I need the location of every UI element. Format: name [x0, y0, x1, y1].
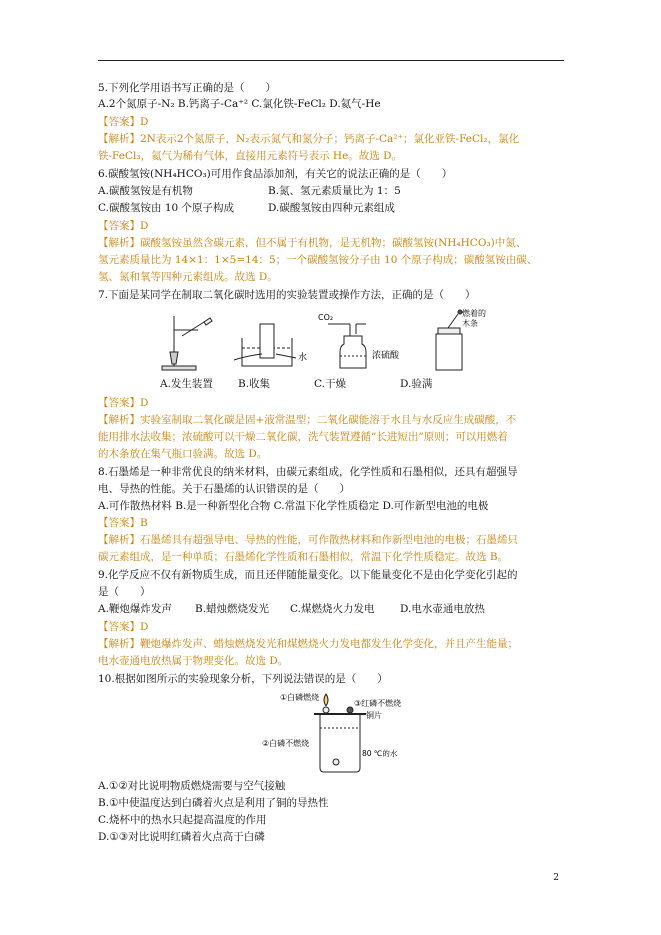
q7-caption: A.发生装置 — [160, 378, 213, 390]
q7-stem: 7.下面是某同学在制取二氧化碳时选用的实验装置或操作方法，正确的是（ ） — [98, 289, 476, 301]
q6-option: A.碳酸氢铵是有机物 — [98, 185, 193, 197]
q5-options: A.2个氮原子-N₂ B.钙离子-Ca⁺² C.氯化铁-FeCl₂ D.氦气-He — [98, 98, 381, 110]
apparatus-d-icon — [436, 310, 462, 370]
q6-stem: 6.碳酸氢铵(NH₄HCO₃)可用作食品添加剂，有关它的说法正确的是（ ） — [98, 168, 453, 180]
q8-options: A.可作散热材料 B.是一种新型化合物 C.常温下化学性质稳定 D.可作新型电池的电极 — [98, 500, 489, 512]
header-rule — [98, 60, 564, 61]
q9-option: C.煤燃烧火力发电 — [290, 603, 375, 615]
q9-answer: 【答案】D — [98, 621, 149, 633]
q8-analysis-line: 【解析】石墨烯具有超强导电、导热的性能，可作散热材料和作新型电池的电极；石墨烯只 — [98, 534, 518, 546]
q7-caption: D.验满 — [400, 378, 433, 390]
q6-option: D.碳酸氢铵由四种元素组成 — [268, 202, 395, 214]
q8-stem-line: 电、导热的性能。关于石墨烯的认识错误的是（ ） — [98, 483, 350, 495]
page-number: 2 — [553, 873, 559, 883]
q7-answer: 【答案】D — [98, 397, 149, 409]
q6-answer: 【答案】D — [98, 220, 149, 232]
q5-stem: 5.下列化学用语书写正确的是（ ） — [98, 82, 277, 94]
q8-stem-line: 8.石墨烯是一种非常优良的纳米材料，由碳元素组成，化学性质和石墨相似，还具有超强导 — [98, 466, 518, 478]
q6-option: C.碳酸氢铵由 10 个原子构成 — [98, 202, 235, 214]
water-temp-label: 80 ℃的水 — [362, 749, 398, 758]
q9-stem-line: 9.化学反应不仅有新物质生成，而且还伴随能量变化。以下能量变化不是由化学变化引起的 — [98, 569, 518, 581]
q10-option: A.①②对比说明物质燃烧需要与空气接触 — [98, 780, 286, 792]
match-label: 燃着的 — [462, 309, 486, 318]
q7-caption: C.干燥 — [314, 378, 346, 390]
apparatus-c-icon — [328, 324, 366, 368]
q9-option: A.鞭炮爆炸发声 — [98, 603, 172, 615]
q10-option: B.①中使温度达到白磷着火点是利用了铜的导热性 — [98, 797, 329, 809]
q9-option: D.电水壶通电放热 — [400, 603, 485, 615]
label-3: ③红磷不燃烧 — [354, 699, 402, 708]
q9-analysis-line: 【解析】鞭炮爆炸发声、蜡烛燃烧发光和煤燃烧火力发电都发生化学变化，并且产生能量； — [98, 638, 518, 650]
q6-option: B.氮、氢元素质量比为 1：5 — [268, 185, 401, 197]
water-label: 水 — [298, 353, 308, 363]
apparatus-a-icon — [162, 316, 212, 370]
co2-label: CO₂ — [318, 313, 334, 322]
q6-analysis-line: 氢、氮和氧等四种元素组成。故选 D。 — [98, 271, 278, 283]
q7-caption: B.收集 — [238, 378, 271, 390]
q5-analysis-line: 铁-FeCl₃，氦气为稀有气体，直接用元素符号表示 He。故选 D。 — [98, 150, 403, 162]
q7-apparatus-figure — [160, 308, 490, 374]
q6-analysis-line: 氢元素质量比为 14×1：1×5=14：5；一个碳酸氢铵分子由 10 个原子构成；碳酸氢铵由碳、 — [98, 254, 538, 266]
acid-label: 浓硫酸 — [372, 351, 400, 361]
q7-analysis-line: 【解析】实验室制取二氧化碳是固+液常温型；二氧化碳能溶于水且与水反应生成碳酸，不 — [98, 414, 517, 426]
label-1: ①白磷燃烧 — [280, 693, 320, 702]
q10-stem: 10.根据如图所示的实验现象分析，下列说法错误的是（ ） — [98, 673, 388, 685]
apparatus-b-icon — [234, 324, 296, 366]
q8-analysis-line: 碳元素组成，是一种单质；石墨烯化学性质和石墨相似，常温下化学性质稳定。故选 B。 — [98, 551, 509, 563]
stick-label: 木条 — [462, 319, 478, 328]
q5-analysis-line: 【解析】2N表示2个氮原子，N₂表示氮气和氮分子；钙离子-Ca²⁺；氯化亚铁-FeCl₂，氯化 — [98, 133, 520, 145]
q10-option: C.烧杯中的热水只起提高温度的作用 — [98, 814, 267, 826]
q10-option: D.①③对比说明红磷着火点高于白磷 — [98, 831, 265, 843]
q8-answer: 【答案】B — [98, 517, 148, 529]
label-2: ②白磷不燃烧 — [262, 739, 310, 748]
q6-analysis-line: 【解析】碳酸氢铵虽然含碳元素，但不属于有机物，是无机物；碳酸氢铵(NH₄HCO₃)中氮、 — [98, 237, 527, 249]
q9-analysis-line: 电水壶通电放热属于物理变化。故选 D。 — [98, 655, 289, 667]
q5-answer: 【答案】D — [98, 116, 149, 128]
q10-combustion-figure — [262, 692, 402, 774]
copper-label: 铜片 — [366, 711, 382, 720]
q7-analysis-line: 能用排水法收集；浓硫酸可以干燥二氧化碳，洗气装置遵循“长进短出”原则；可以用燃着 — [98, 431, 508, 443]
q9-option: B.蜡烛燃烧发光 — [195, 603, 270, 615]
q7-analysis-line: 的木条放在集气瓶口验满。故选 D。 — [98, 448, 268, 460]
q9-stem-line: 是（ ） — [98, 586, 151, 598]
